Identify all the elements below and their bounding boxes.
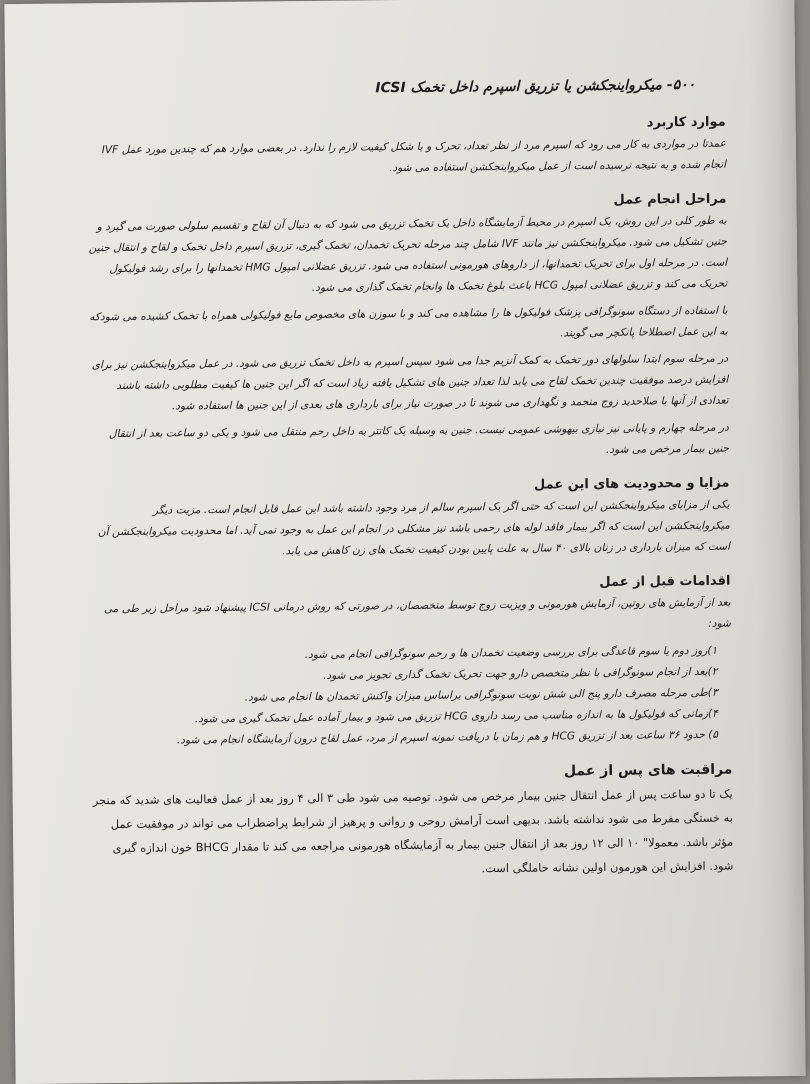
list-item: ۴)زمانی که فولیکول ها به اندازه مناسب می رسد داروی HCG تزریق می شود و بیمار آماده عمل تخمک گیری می شود. (194, 707, 718, 726)
paragraph: در مرحله چهارم و پایانی نیز نیازی بیهوشی عمومی نیست. جنین به وسیله یک کاتتر به داخل رحم منتقل می شود و یکی دو ساعت بعد از انتقال جنین بیمار مرخص می شود. (108, 421, 730, 456)
paragraph: عمدتا در مواردی به کار می رود که اسپرم مرد از نظر تعداد، تحرک و یا شکل کیفیت لازم را ندارد. در بعضی موارد هم که چندین مورد عمل IVF انجام شده و به نتیجه نرسیده است از عمل میکرواینجکشن استفاده می شود. (101, 137, 727, 175)
paragraph: در مرحله سوم ابتدا سلولهای دور تخمک به کمک آنزیم جدا می شود سپس اسپرم به داخل تخمک تزریق می شود. در عمل میکرواینجکشن نیز برای افزایش درصد موفقیت چندین تخمک لقاح می یابد لذا تعداد جنین های تشکیل یافته زیاد است که اگر این جنین ها کیفیت مطلوبی داشته باشند تعدادی از آنها با صلاحدید زوج منجمد و نگهداری می شوند تا در صورت نیاز برای بارداری های بعدی از این جنین ها استفاده شود. (91, 352, 729, 413)
list-item: ۱)روز دوم یا سوم قاعدگی برای بررسی وضعیت تخمدان ها و رحم سونوگرافی انجام می شود. (304, 644, 718, 662)
section-procedure-steps (86, 192, 729, 467)
section-heading: مزایا و محدودیت های این عمل (533, 475, 730, 493)
section-advantages-limitations (89, 476, 730, 565)
page-fold-shadow (748, 0, 805, 1076)
paragraph: یک تا دو ساعت پس از عمل انتقال جنین بیمار مرخص می شود. توصیه می شود طی ۳ الی ۴ روز بعد از عمل فعالیت های شدید که منجر به خستگی مفرط می شود نداشته باشد. بدیهی است آرامش روحی و روانی و پرهیز از شرایط پراضطراب می تواند در موفقیت عمل مؤثر باشد. معمولا" ۱۰ الی ۱۲ روز بعد از انتقال جنین بیمار به آزمایشگاه هورمونی مراجعه می کند تا مقدار BHCG خون اندازه گیری شود. افزایش این هورمون اولین نشانه حاملگی است. (92, 786, 734, 876)
paragraph: یکی از مزایای میکرواینجکشن این است که حتی اگر یک اسپرم سالم از مرد وجود داشته باشد این عمل قابل انجام است. مزیت دیگر میکرواینجکشن این است که اگر بیمار فاقد لوله های رحمی باشد نیز مشکلی در انجام این عمل به وجود نمی آید. اما محدودیت میکرواینجکشن آن است که میزان بارداری در زنان بالای ۴۰ سال به علت پایین بودن کیفیت تخمک های زن کاهش می یابد. (97, 498, 731, 558)
list-item: ۵) حدود ۳۶ ساعت بعد از تزریق HCG و هم زمان با دریافت نمونه اسپرم از مرد، عمل لقاح درون آزمایشگاه انجام می شود. (176, 728, 719, 747)
section-pre-procedure (90, 574, 732, 753)
section-use-cases (86, 115, 727, 183)
section-heading: مراقبت های پس از عمل (563, 761, 733, 780)
steps-list (91, 641, 732, 753)
list-item: ۲)بعد از انجام سونوگرافی با نظر متخصص دارو جهت تحریک تخمک گذاری تجویز می شود. (323, 665, 718, 682)
paragraph: با استفاده از دستگاه سونوگرافی پزشک فولیکول ها را مشاهده می کند و با سوزن های مخصوص مایع فولیکولی همراه با تخمک کشیده می شودکه به این عمل اصطلاحا پانکچر می گویند. (89, 304, 728, 340)
paragraph: به طور کلی در این روش، یک اسپرم در محیط آزمایشگاه داخل یک تخمک تزریق می شود که به دنبال آن لقاح و تقسیم سلولی صورت می گیرد و جنین تشکیل می شود. میکرواینجکشن نیز مانند IVF شامل چند مرحله تحریک تخمدان، تخمک گیری، تزریق اسپرم داخل تخمک و لقاح و انتقال جنین است. در مرحله اول برای تحریک تخمدانها، از داروهای هورمونی استفاده می شود. تزریق عضلانی امپول HMG تخمدانها را برای رشد فولیکول تحریک می کند و تزریق عضلانی امپول HCG باعث بلوغ تخمک ها وانجام تخمک گذاری می شود. (88, 214, 728, 294)
section-heading: مراحل انجام عمل (613, 191, 727, 208)
section-post-procedure-care (92, 762, 733, 885)
document-page (4, 0, 805, 1084)
list-item: ۳)طی مرحله مصرف دارو پنج الی شش نوبت سونوگرافی براساس میزان واکنش تخمدان ها انجام می شود. (244, 686, 718, 704)
paragraph: بعد از آزمایش های روتین، آزمایش هورمونی و ویزیت زوج توسط متخصصان، در صورتی که روش درمانی ICSI پیشنهاد شود مراحل زیر طی می شود: (103, 596, 731, 630)
document-body (85, 77, 734, 901)
section-heading: اقدامات قبل از عمل (599, 573, 731, 590)
document-title: ۵۰۰- میکرواینجکشن یا تزریق اسپرم داخل تخمک ICSI (375, 76, 696, 97)
section-heading: موارد کاربرد (646, 114, 726, 131)
